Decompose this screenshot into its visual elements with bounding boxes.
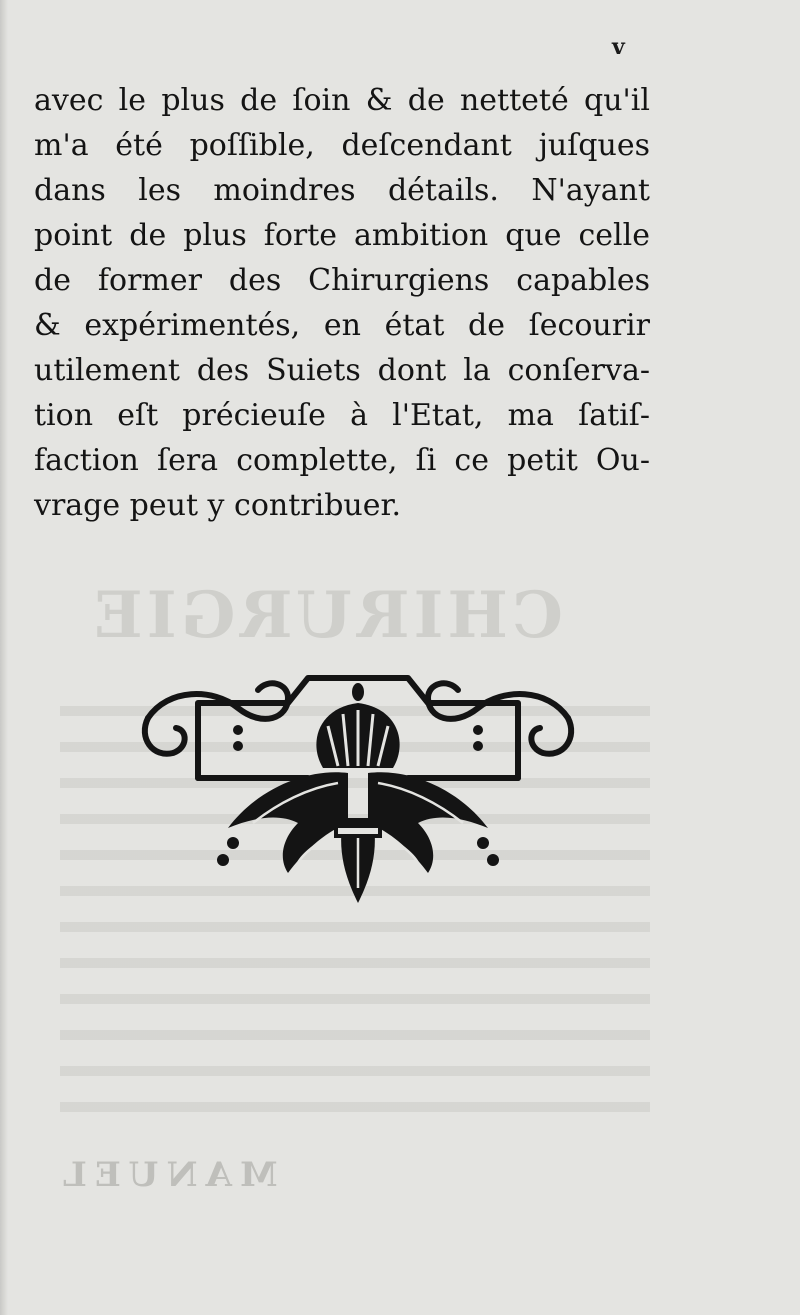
- text-line: point de plus forte ambition que celle: [34, 218, 650, 253]
- fleuron-ornament-icon: [138, 648, 578, 908]
- text-line: tion eſt précieuſe à l'Etat, ma ſatiſ-: [34, 398, 650, 433]
- body-text: [34, 78, 650, 528]
- signature-mark: v: [612, 34, 625, 60]
- text-line: utilement des Suiets dont la conſerva-: [34, 353, 650, 388]
- page-gutter: [0, 0, 8, 1315]
- text-line: & expérimentés, en état de ſecourir: [34, 308, 650, 343]
- text-line: avec le plus de ſoin & de netteté qu'il: [34, 83, 650, 118]
- show-through-footer: MANUEL: [55, 1155, 278, 1195]
- text-line: m'a été poſſible, deſcendant juſques: [34, 128, 650, 163]
- show-through-heading: CHIRURGIE: [90, 578, 563, 653]
- text-line: dans les moindres détails. N'ayant: [34, 173, 650, 208]
- text-line: de former des Chirurgiens capables: [34, 263, 650, 298]
- text-line: vrage peut y contribuer.: [34, 488, 402, 523]
- text-line: faction ſera complette, ſi ce petit Ou-: [34, 443, 650, 478]
